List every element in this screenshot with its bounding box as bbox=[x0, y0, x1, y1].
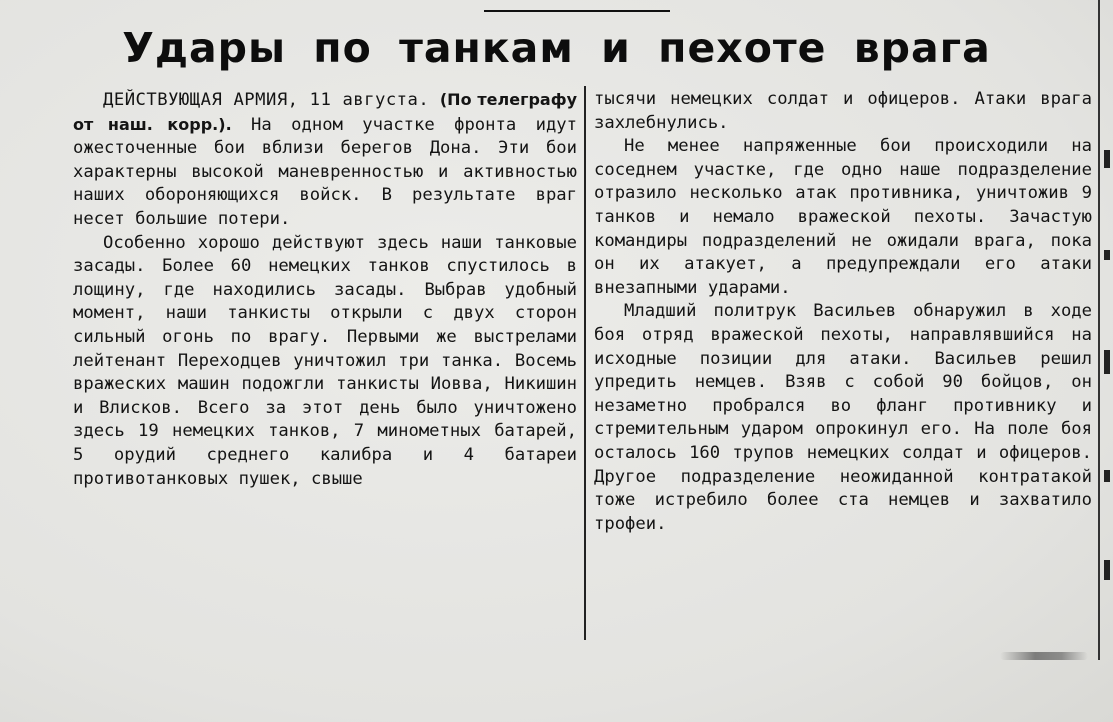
article-column-right bbox=[594, 88, 1092, 536]
article-paragraph: Младший политрук Васильев обнаружил в ходе боя отряд вражеской пехоты, направлявшийся на исходные позиции для атаки. Васильев решил упредить немцев. Взяв с собой 90 бойцов, он незаметно пробрался во фланг противнику и стремительным ударом опрокинул его. На поле боя осталось 160 трупов немецких солдат и офицеров. Другое подразделение неожиданной контратакой тоже истребило более ста немцев и захватило трофеи. bbox=[594, 301, 1092, 534]
ink-smudge bbox=[1000, 652, 1088, 660]
source-credit: (По телеграфу от наш. корр.). bbox=[73, 90, 577, 134]
article-paragraph bbox=[73, 88, 577, 232]
article-headline: Удары по танкам и пехоте врага bbox=[122, 24, 991, 72]
edge-mark bbox=[1104, 150, 1110, 168]
edge-mark bbox=[1104, 350, 1110, 374]
top-rule bbox=[484, 10, 670, 12]
edge-mark bbox=[1104, 470, 1110, 482]
article-paragraph: тысячи немецких солдат и офицеров. Атаки врага захлебнулись. bbox=[594, 89, 1092, 133]
article-paragraph: Особенно хорошо действуют здесь наши танковые засады. Более 60 немецких танков спустилось в лощину, где находились засады. Выбрав удобный момент, наши танкисты открыли с двух сторон сильный огонь по врагу. Первыми же выстрелами лейтенант Переходцев уничтожил три танка. Восемь вражеских машин подожгли танкисты Иовва, Никишин и Влисков. Всего за этот день было уничтожено здесь 19 немецких танков, 7 минометных батарей, 5 орудий среднего калибра и 4 батареи противотанковых пушек, свыше bbox=[73, 232, 577, 489]
dateline: ДЕЙСТВУЮЩАЯ АРМИЯ, 11 августа. bbox=[103, 90, 430, 110]
page-edge-rule bbox=[1098, 0, 1100, 660]
article-column-left bbox=[73, 88, 577, 491]
article-paragraph: Не менее напряженные бои происходили на соседнем участке, где одно наше подразделение отразило несколько атак противника, уничтожив 9 танков и немало вражеской пехоты. Зачастую командиры подразделений не ожидали врага, пока он их атакует, а предупреждали его атаки внезапными ударами. bbox=[594, 136, 1092, 298]
edge-mark bbox=[1104, 250, 1110, 260]
paragraph-text: На одном участке фронта идут ожесточенные бои вблизи берегов Дона. Эти бои характерны высокой маневренностью и активностью наших обороняющихся войск. В результате враг несет большие потери. bbox=[73, 114, 577, 229]
column-divider bbox=[584, 86, 586, 640]
edge-mark bbox=[1104, 560, 1110, 580]
